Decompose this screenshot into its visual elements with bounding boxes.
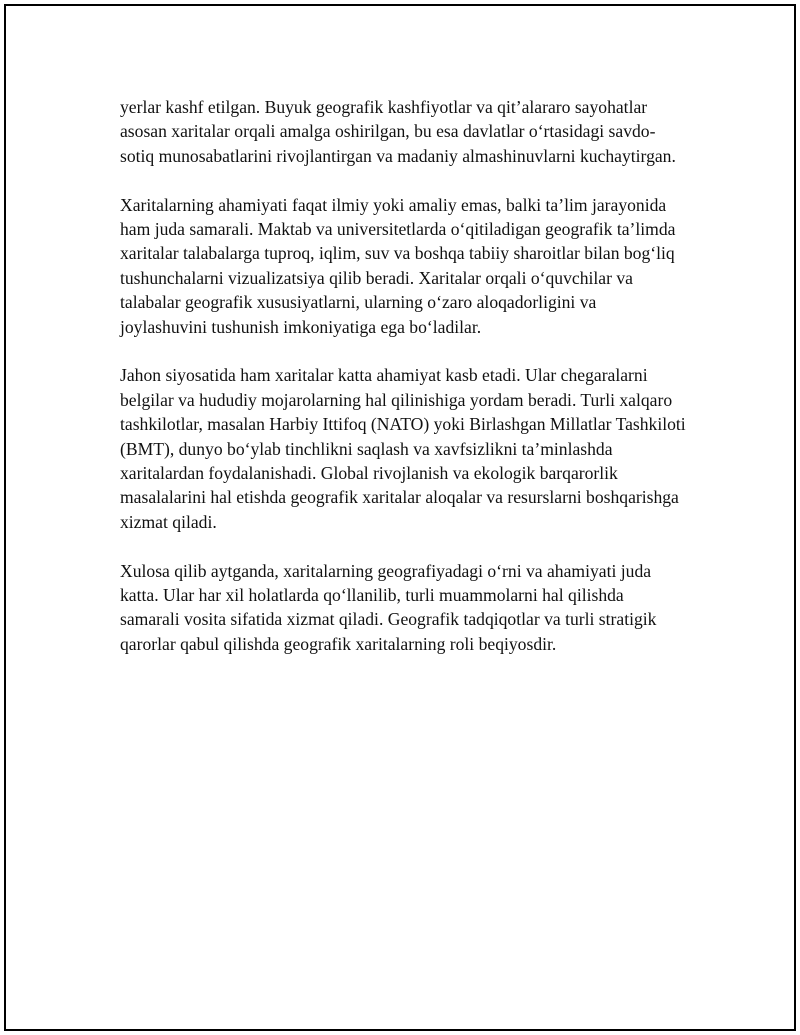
document-page xyxy=(4,4,796,1031)
paragraph-4: Xulosa qilib aytganda, xaritalarning geografiyadagi o‘rni va ahamiyati juda katta. Ular har xil holatlarda qo‘llanilib, turli muammolarni hal qilishda samarali vosita sifatida xizmat qiladi. Geografik tadqiqotlar va turli stratigik qarorlar qabul qilishda geografik xaritalarning roli beqiyosdir. xyxy=(120,560,657,654)
document-body xyxy=(120,95,686,681)
paragraph-3: Jahon siyosatida ham xaritalar katta ahamiyat kasb etadi. Ular chegaralarni belgilar va hududiy mojarolarning hal qilinishiga yordam beradi. Turli xalqaro tashkilotlar, masalan Harbiy Ittifoq (NATO) yoki Birlashgan Millatlar Tashkiloti (BMT), dunyo bo‘ylab tinchlikni saqlash va xavfsizlikni ta’minlashda xaritalardan foydalanishadi. Global rivojlanish va ekologik barqarorlik masalalarini hal etishda geografik xaritalar aloqalar va resurslarni boshqarishga xizmat qiladi. xyxy=(120,365,686,532)
paragraph-2: Xaritalarning ahamiyati faqat ilmiy yoki amaliy emas, balki ta’lim jarayonida ham juda samarali. Maktab va universitetlarda o‘qitiladigan geografik ta’limda xaritalar talabalarga tuproq, iqlim, suv va boshqa tabiiy sharoitlar bilan bog‘liq tushunchalarni vizualizatsiya qilib beradi. Xaritalar orqali o‘quvchilar va talabalar geografik xususiyatlarni, ularning o‘zaro aloqadorligini va joylashuvini tushunish imkoniyatiga ega bo‘ladilar. xyxy=(120,194,676,337)
paragraph-1: yerlar kashf etilgan. Buyuk geografik kashfiyotlar va qit’alararo sayohatlar asosan xaritalar orqali amalga oshirilgan, bu esa davlatlar o‘rtasidagi savdo-sotiq munosabatlarini rivojlantirgan va madaniy almashinuvlarni kuchaytirgan. xyxy=(120,97,676,166)
